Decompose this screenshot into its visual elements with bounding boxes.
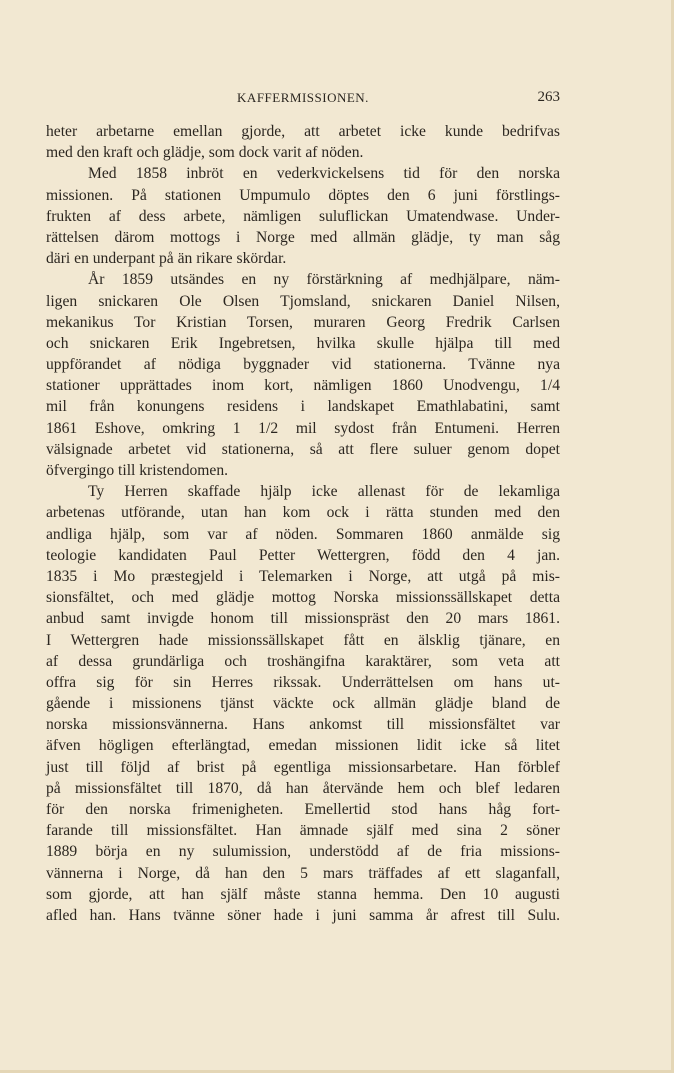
text-line: teologie kandidaten Paul Petter Wettergren, född den 4 jan. bbox=[46, 546, 560, 564]
text-line: på missionsfältet till 1870, då han återvände hem och blef ledaren bbox=[46, 779, 560, 797]
text-line: arbetenas utförande, utan han kom ock i rätta stunden med den bbox=[46, 504, 560, 522]
text-line: däri en underpant på än rikare skördar. bbox=[46, 250, 287, 268]
paragraph-first-line: Ty Herren skaffade hjälp icke allenast för de lekamliga bbox=[88, 483, 560, 501]
text-line: för den norska frimenigheten. Emellertid stod hans håg fort- bbox=[46, 801, 560, 818]
body-text bbox=[46, 121, 560, 926]
text-line: norska missionsvännerna. Hans ankomst till missionsfältet var bbox=[46, 716, 560, 734]
text-line: anbud samt invigde honom till missionspräst den 20 mars 1861. bbox=[46, 610, 560, 628]
text-line: farande till missionsfältet. Han ämnade själf med sina 2 söner bbox=[46, 822, 560, 840]
text-line: vännerna i Norge, då han den 5 mars träffades af ett slaganfall, bbox=[46, 864, 560, 882]
text-line: uppförandet af nödiga byggnader vid stationerna. Tvänne nya bbox=[46, 356, 560, 374]
text-line: rättelsen därom mottogs i Norge med allmän glädje, ty man såg bbox=[46, 228, 560, 246]
text-line: ligen snickaren Ole Olsen Tjomsland, snickaren Daniel Nilsen, bbox=[46, 292, 560, 310]
text-line: mil från konungens residens i landskapet Emathlabatini, samt bbox=[46, 398, 560, 416]
text-line: stationer upprättades inom kort, nämligen 1860 Unodvengu, 1/4 bbox=[46, 377, 560, 395]
text-line: af dessa grundärliga och troshängifna karaktärer, som veta att bbox=[46, 652, 560, 670]
text-line: andliga hjälp, som var af nöden. Sommaren 1860 anmälde sig bbox=[46, 525, 560, 543]
text-line: I Wettergren hade missionssällskapet fått en älsklig tjänare, en bbox=[46, 631, 560, 649]
text-line: 1861 Eshove, omkring 1 1/2 mil sydost från Entumeni. Herren bbox=[46, 419, 560, 437]
text-line: som gjorde, att han själf måste stanna hemma. Den 10 augusti bbox=[46, 885, 560, 903]
text-line: gående i missionens tjänst väckte ock allmän glädje bland de bbox=[46, 695, 560, 713]
paragraph-first-line: Med 1858 inbröt en vederkvickelsens tid för den norska bbox=[88, 165, 560, 183]
page-header bbox=[46, 90, 560, 110]
text-line: mekanikus Tor Kristian Torsen, muraren Georg Fredrik Carlsen bbox=[46, 313, 560, 331]
paragraph-first-line: År 1859 utsändes en ny förstärkning af medhjälpare, näm- bbox=[88, 271, 560, 289]
text-line: välsignade arbetet vid stationerna, så att flere suluer genom dopet bbox=[46, 440, 560, 458]
text-line: heter arbetarne emellan gjorde, att arbetet icke kunde bedrifvas bbox=[46, 123, 560, 140]
running-title: KAFFERMISSIONEN. bbox=[237, 90, 369, 105]
text-line: äfven högligen efterlängtad, emedan missionen lidit icke så litet bbox=[46, 737, 560, 755]
text-line: öfvergingo till kristendomen. bbox=[46, 462, 229, 479]
text-line: sionsfältet, och med glädje mottog Norska missionssällskapet detta bbox=[46, 589, 560, 607]
text-line: afled han. Hans tvänne söner hade i juni samma år afrest till Sulu. bbox=[46, 906, 560, 924]
text-line: 1835 i Mo præstegjeld i Telemarken i Norge, att utgå på mis- bbox=[46, 567, 560, 585]
text-line: missionen. På stationen Umpumulo döptes den 6 juni förstlings- bbox=[46, 186, 560, 204]
text-line: just till följd af brist på egentliga missionsarbetare. Han förblef bbox=[46, 758, 560, 776]
page-number: 263 bbox=[537, 89, 560, 105]
text-line: med den kraft och glädje, som dock varit af nöden. bbox=[46, 144, 364, 162]
text-line: och snickaren Erik Ingebretsen, hvilka skulle hjälpa till med bbox=[46, 334, 560, 352]
text-line: offra sig för sin Herres rikssak. Underrättelsen om hans ut- bbox=[46, 673, 560, 691]
text-line: frukten af dess arbete, nämligen suluflickan Umatendwase. Under- bbox=[46, 207, 560, 225]
text-line: 1889 börja en ny sulumission, understödd af de fria missions- bbox=[46, 843, 560, 861]
